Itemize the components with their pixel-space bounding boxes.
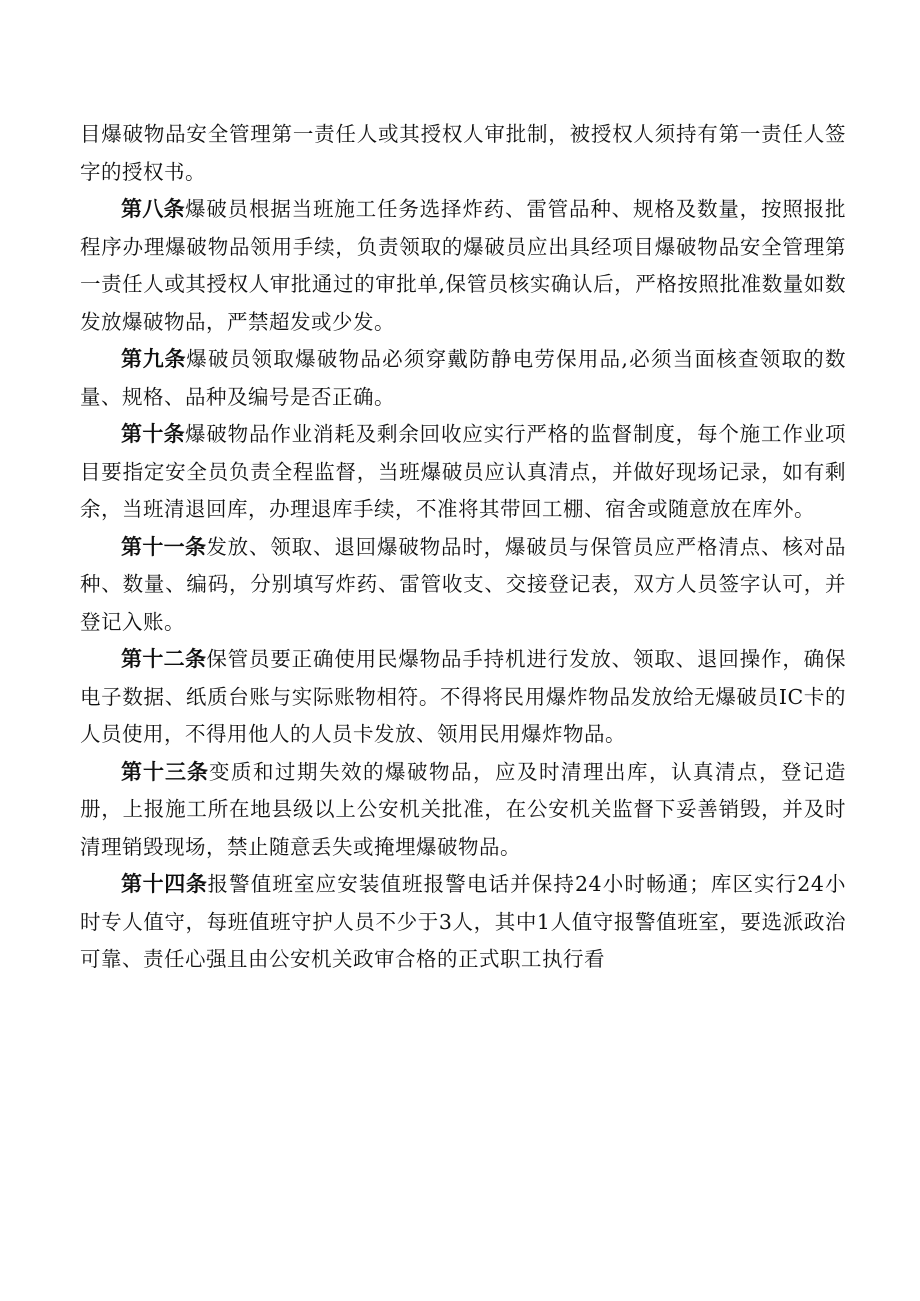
- article-text: 发放、领取、退回爆破物品时，爆破员与保管员应严格清点、核对品种、数量、编码，分别填写炸药、雷管收支、交接登记表，双方人员签字认可，并登记入账。: [80, 534, 847, 634]
- article-14: [80, 866, 846, 979]
- article-text: 报警值班室应安装值班报警电话并保持24小时畅通；库区实行24小时专人值守，每班值班守护人员不少于3人，其中1人值守报警值班室，要选派政治可靠、责任心强且由公安机关政审合格的正式职工执行看: [80, 872, 847, 971]
- article-text: 变质和过期失效的爆破物品，应及时清理出库，认真清点，登记造册，上报施工所在地县级以上公安机关批准，在公安机关监督下妥善销毁，并及时清理销毁现场，禁止随意丢失或掩埋爆破物品。: [80, 759, 846, 859]
- article-text: 保管员要正确使用民爆物品手持机进行发放、领取、退回操作，确保电子数据、纸质台账与实际账物相符。不得将民用爆炸物品发放给无爆破员IC卡的人员使用，不得用他人的人员卡发放、领用民用爆炸物品。: [80, 647, 847, 746]
- document-page: [80, 116, 846, 979]
- continuation-paragraph: 目爆破物品安全管理第一责任人或其授权人审批制，被授权人须持有第一责任人签字的授权书。: [80, 122, 846, 184]
- article-10: [80, 416, 846, 529]
- article-number: 第八条: [121, 197, 185, 221]
- article-8: [80, 191, 846, 341]
- article-9: [80, 341, 846, 416]
- article-text: 爆破员领取爆破物品必须穿戴防静电劳保用品,必须当面核查领取的数量、规格、品种及编号是否正确。: [80, 347, 847, 409]
- article-number: 第十一条: [121, 534, 207, 559]
- article-number: 第九条: [121, 347, 187, 371]
- article-text: 爆破员根据当班施工任务选择炸药、雷管品种、规格及数量，按照报批程序办理爆破物品领用手续，负责领取的爆破员应出具经项目爆破物品安全管理第一责任人或其授权人审批通过的审批单,保管员核实确认后，严格按照批准数量如数发放爆破物品，严禁超发或少发。: [80, 197, 846, 334]
- article-13: [80, 754, 846, 867]
- article-number: 第十四条: [121, 872, 208, 896]
- article-number: 第十二条: [121, 647, 207, 671]
- article-number: 第十条: [121, 422, 185, 446]
- article-text: 爆破物品作业消耗及剩余回收应实行严格的监督制度，每个施工作业项目要指定安全员负责全程监督，当班爆破员应认真清点，并做好现场记录，如有剩余，当班清退回库，办理退库手续，不准将其带回工棚、宿舍或随意放在库外。: [80, 422, 846, 521]
- article-11: [80, 529, 846, 642]
- article-number: 第十三条: [121, 759, 209, 784]
- article-12: [80, 641, 846, 754]
